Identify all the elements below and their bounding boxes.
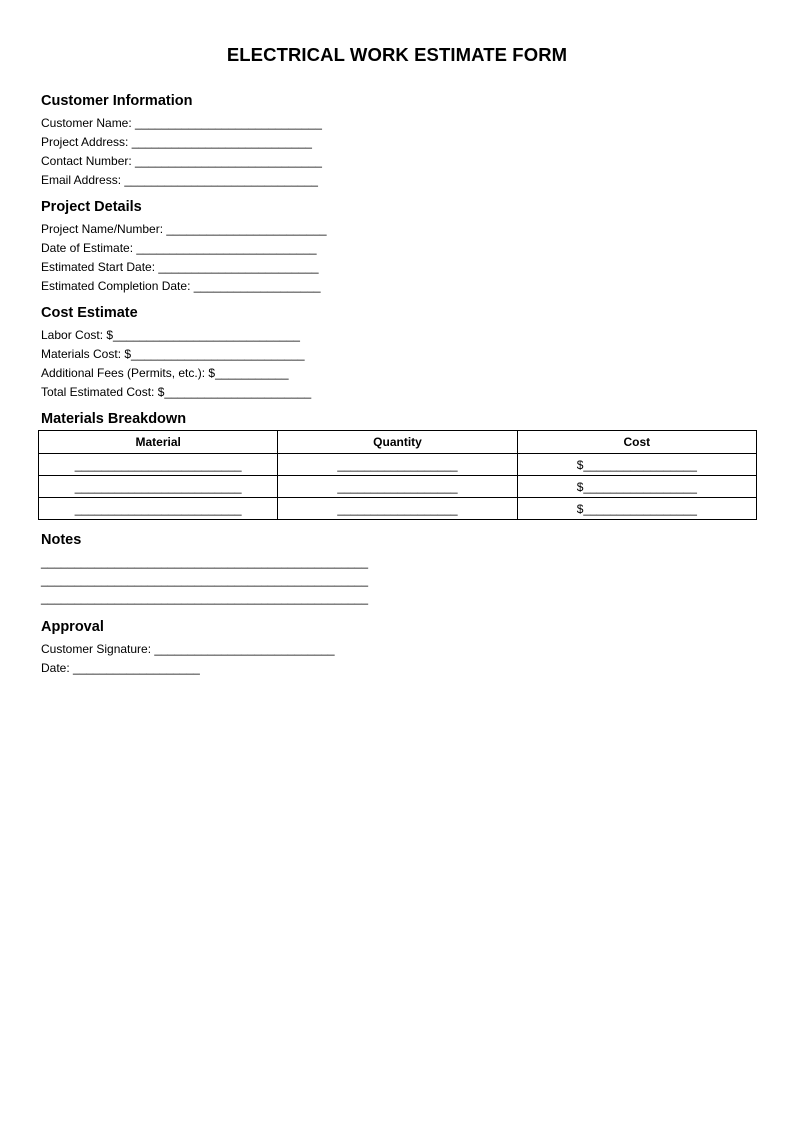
column-header-cost: Cost	[517, 431, 756, 454]
field-blank[interactable]: ___________________	[73, 661, 200, 675]
field-label: Customer Name:	[41, 116, 136, 130]
field-blank[interactable]: ____________________________	[113, 328, 300, 342]
table-row	[39, 476, 757, 498]
additional-fees-field[interactable]	[41, 366, 289, 380]
project-details-heading: Project Details	[41, 199, 142, 215]
table-row	[39, 454, 757, 476]
table-row	[39, 498, 757, 520]
field-blank[interactable]: ____________________________	[135, 154, 322, 168]
notes-line[interactable]: _________________________________________________	[41, 555, 369, 569]
customer-name-field[interactable]	[41, 116, 322, 130]
contact-number-field[interactable]	[41, 154, 322, 168]
field-label: Project Address:	[41, 135, 132, 149]
field-blank[interactable]: ___________________________	[131, 135, 312, 149]
field-label: Estimated Start Date:	[41, 260, 159, 274]
material-cell[interactable]: _________________________	[39, 498, 278, 520]
field-label: Project Name/Number:	[41, 222, 167, 236]
field-blank[interactable]: ___________________________	[154, 642, 335, 656]
field-label: Contact Number:	[41, 154, 136, 168]
project-address-field[interactable]	[41, 135, 312, 149]
customer-signature-field[interactable]	[41, 642, 335, 656]
quantity-cell[interactable]: __________________	[278, 454, 517, 476]
cost-estimate-heading: Cost Estimate	[41, 305, 138, 321]
field-blank[interactable]: ___________	[215, 366, 289, 380]
materials-table	[38, 430, 757, 520]
cost-cell[interactable]: $_________________	[517, 498, 756, 520]
notes-line[interactable]: _________________________________________________	[41, 573, 369, 587]
notes-heading: Notes	[41, 532, 82, 548]
field-label: Estimated Completion Date:	[41, 279, 194, 293]
field-blank[interactable]: ___________________________	[136, 241, 317, 255]
field-blank[interactable]: ____________________________	[135, 116, 322, 130]
total-estimated-cost-field[interactable]	[41, 385, 311, 399]
cost-cell[interactable]: $_________________	[517, 476, 756, 498]
quantity-cell[interactable]: __________________	[278, 476, 517, 498]
customer-information-heading: Customer Information	[41, 93, 193, 109]
approval-heading: Approval	[41, 619, 104, 635]
labor-cost-field[interactable]	[41, 328, 300, 342]
field-blank[interactable]: ______________________	[164, 385, 312, 399]
approval-date-field[interactable]	[41, 661, 200, 675]
materials-breakdown-heading: Materials Breakdown	[41, 411, 187, 427]
table-header-row	[39, 431, 757, 454]
estimated-start-date-field[interactable]	[41, 260, 319, 274]
column-header-material: Material	[39, 431, 278, 454]
materials-cost-field[interactable]	[41, 347, 305, 361]
material-cell[interactable]: _________________________	[39, 476, 278, 498]
field-label: Total Estimated Cost: $	[41, 385, 165, 399]
field-label: Date:	[41, 661, 74, 675]
field-label: Date of Estimate:	[41, 241, 137, 255]
date-of-estimate-field[interactable]	[41, 241, 317, 255]
field-blank[interactable]: ________________________	[166, 222, 327, 236]
field-label: Labor Cost: $	[41, 328, 114, 342]
cost-cell[interactable]: $_________________	[517, 454, 756, 476]
field-label: Email Address:	[41, 173, 125, 187]
email-address-field[interactable]	[41, 173, 318, 187]
field-blank[interactable]: ___________________	[193, 279, 321, 293]
quantity-cell[interactable]: __________________	[278, 498, 517, 520]
field-label: Additional Fees (Permits, etc.): $	[41, 366, 216, 380]
field-blank[interactable]: ________________________	[158, 260, 319, 274]
material-cell[interactable]: _________________________	[39, 454, 278, 476]
form-title: ELECTRICAL WORK ESTIMATE FORM	[226, 44, 568, 65]
column-header-quantity: Quantity	[278, 431, 517, 454]
field-label: Customer Signature:	[41, 642, 155, 656]
field-label: Materials Cost: $	[41, 347, 132, 361]
project-name-field[interactable]	[41, 222, 327, 236]
field-blank[interactable]: _____________________________	[124, 173, 318, 187]
notes-line[interactable]: _________________________________________________	[41, 591, 369, 605]
estimated-completion-date-field[interactable]	[41, 279, 321, 293]
field-blank[interactable]: __________________________	[131, 347, 305, 361]
